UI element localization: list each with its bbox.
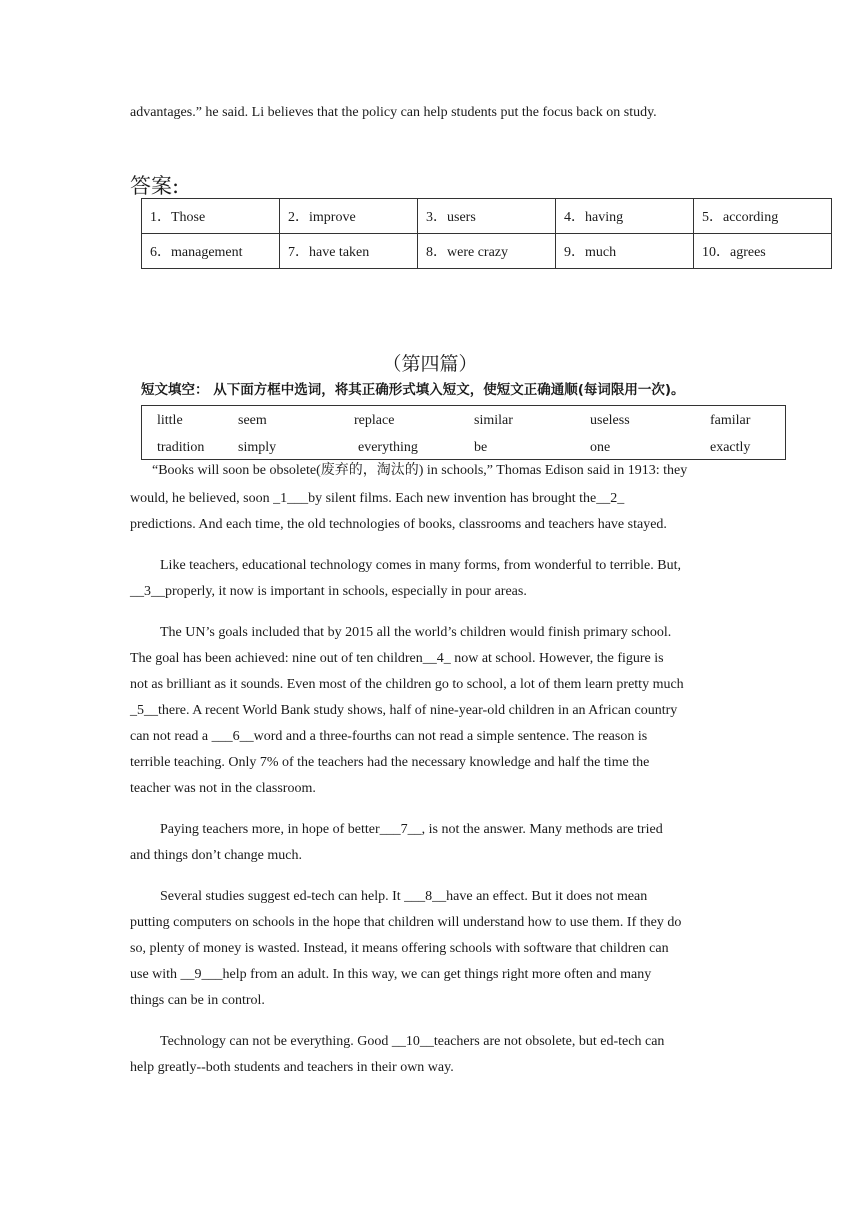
word-item: everything xyxy=(358,440,418,455)
part-title: （第四篇） xyxy=(382,353,478,375)
passage-line: Technology can not be everything. Good __10__teachers are not obsolete, but ed-tech can xyxy=(160,1034,665,1049)
passage-line: not as brilliant as it sounds. Even most of the children go to school, a lot of them learn pretty much xyxy=(130,677,684,692)
continued-text: advantages.” he said. Li believes that the policy can help students put the focus back on study. xyxy=(130,105,657,120)
table-cell: 4．having xyxy=(556,199,694,234)
passage-line: use with __9___help from an adult. In this way, we can get things right more often and many xyxy=(130,967,652,982)
answer-table xyxy=(141,198,832,269)
word-item: one xyxy=(590,440,611,455)
passage-line: Several studies suggest ed-tech can help. It ___8__have an effect. But it does not mean xyxy=(160,889,648,904)
word-item: seem xyxy=(238,413,267,428)
passage-line: so, plenty of money is wasted. Instead, it means offering schools with software that children can xyxy=(130,941,669,956)
table-cell: 2．improve xyxy=(280,199,418,234)
table-cell: 10．agrees xyxy=(694,234,832,269)
table-cell: 3．users xyxy=(418,199,556,234)
passage-line: __3__properly, it now is important in schools, especially in pour areas. xyxy=(130,584,527,599)
word-item: little xyxy=(157,413,183,428)
table-row xyxy=(142,199,832,234)
passage-line: help greatly--both students and teachers in their own way. xyxy=(130,1060,454,1075)
instruction-text: 短文填空： 从下面方框中选词，将其正确形式填入短文，使短文正确通顺(每词限用一次)。 xyxy=(141,382,685,398)
passage-line: _5__there. A recent World Bank study shows, half of nine-year-old children in an African country xyxy=(130,703,678,718)
passage-line: would, he believed, soon _1___by silent films. Each new invention has brought the__2_ xyxy=(130,491,625,506)
table-cell: 1．Those xyxy=(142,199,280,234)
word-item: simply xyxy=(238,440,277,455)
passage-line: predictions. And each time, the old technologies of books, classrooms and teachers have stayed. xyxy=(130,517,667,532)
table-row xyxy=(142,234,832,269)
passage-line: things can be in control. xyxy=(130,993,265,1008)
word-item: familar xyxy=(710,413,751,428)
passage-line: The goal has been achieved: nine out of ten children__4_ now at school. However, the figure is xyxy=(130,651,664,666)
word-item: useless xyxy=(590,413,630,428)
passage-line: terrible teaching. Only 7% of the teachers had the necessary knowledge and half the time the xyxy=(130,755,650,770)
passage-line: The UN’s goals included that by 2015 all the world’s children would finish primary school. xyxy=(160,625,672,640)
table-cell: 9．much xyxy=(556,234,694,269)
word-item: exactly xyxy=(710,440,751,455)
passage-line: teacher was not in the classroom. xyxy=(130,781,316,796)
word-item: replace xyxy=(354,413,395,428)
passage-line: Like teachers, educational technology comes in many forms, from wonderful to terrible. But, xyxy=(160,558,681,573)
word-item: tradition xyxy=(157,440,205,455)
table-cell: 6．management xyxy=(142,234,280,269)
word-box xyxy=(141,405,786,460)
passage-line: can not read a ___6__word and a three-fourths can not read a simple sentence. The reason is xyxy=(130,729,648,744)
passage-line: Paying teachers more, in hope of better___7__, is not the answer. Many methods are tried xyxy=(160,822,663,837)
word-item: similar xyxy=(474,413,513,428)
answer-heading: 答案: xyxy=(130,174,180,198)
table-cell: 5．according xyxy=(694,199,832,234)
passage-line: and things don’t change much. xyxy=(130,848,302,863)
table-cell: 7．have taken xyxy=(280,234,418,269)
passage-line: putting computers on schools in the hope that children will understand how to use them. If they do xyxy=(130,915,682,930)
passage-line: “Books will soon be obsolete(废弃的，淘汰的) in schools,” Thomas Edison said in 1913: they xyxy=(152,463,688,478)
table-cell: 8．were crazy xyxy=(418,234,556,269)
word-item: be xyxy=(474,440,488,455)
